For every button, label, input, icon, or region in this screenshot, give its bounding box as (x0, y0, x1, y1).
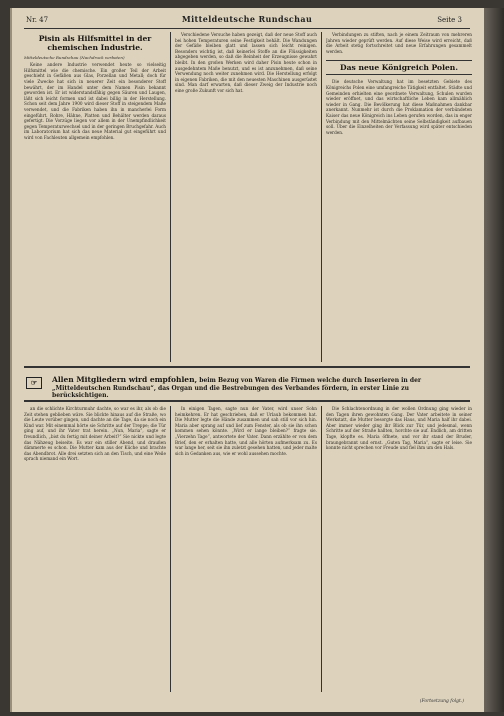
story-text-3: Die Schlachtenordnung in der wollen Ordnung ging wieder in den Tagen ihren gewohnten Gang. Der Vater arbeitete in seiner Werkstatt, die Mutter besorgte das Haus, und Maria half ihr dabei. Aber immer wieder ging ihr Blick zur Tür, und jedesmal, wenn Schritte auf der Straße hallten, horchte sie auf. Endlich, am dritten Tage, klopfte es. Maria öffnete, und vor ihr stand der Bruder, braungebrannt und ernst. „Guten Tag, Maria“, sagte er leise. Sie konnte nicht sprechen vor Freude und fiel ihm um den Hals. (326, 406, 472, 451)
article-pisin (24, 32, 166, 362)
section-rule (24, 366, 470, 368)
member-notice-lead: Allen Mitgliedern wird empfohlen, (52, 375, 198, 384)
column-divider (321, 32, 322, 362)
story-column-1 (24, 406, 166, 692)
article-pisin-subtitle: Mitteldeutsche Rundschau (Nachdruck verboten) (24, 55, 125, 60)
article-polen-title: Das neue Königreich Polen. (326, 60, 472, 75)
story-text-2: In einigen Tagen, sagte nun der Vater, wird unser Sohn heimkehren. Er hat geschrieben, daß er Urlaub bekommen hat. Die Mutter legte die Hände zusammen und sah still vor sich hin. Maria aber sprang auf und lief zum Fenster, als ob sie ihn schon kommen sehen könnte. „Wird er lange bleiben?“ fragte sie. „Vierzehn Tage“, antwortete der Vater. Dann erzählte er von dem Brief, den er erhalten hatte, und alle hörten aufmerksam zu. Es war lange her, seit sie ihn zuletzt gesehen hatten, und jeder malte sich in Gedanken aus, wie er wohl aussehen mochte. (175, 406, 317, 456)
article-polen (326, 32, 472, 362)
member-notice-text: beim Bezug von Waren die Firmen welche durch Inserieren in der „Mitteldeutschen Rundschau“, das Organ und die Bestrebungen des Verbandes fördern, in erster Linie zu berücksichtigen. (52, 377, 422, 399)
story-text-1: an die schlichte Kirchturmuhr dachte, so war es ihr, als ob die Zeit stehen geblieben wäre. Sie blickte hinaus auf die Straße, wo die Leute vorüber gingen, und dachte an die Tage, da sie noch ein Kind war. Mit einemmal hörte sie Schritte auf der Treppe; die Tür ging auf, und ihr Vater trat herein. „Nun, Maria“, sagte er freundlich, „bist du fertig mit deiner Arbeit?“ Sie nickte und legte das Nähzeug beiseite. Es war ein stiller Abend, und draußen dämmerte es schon. Die Mutter kam aus der Küche und brachte das Abendbrot. Alle drei setzten sich an den Tisch, und eine Weile sprach niemand ein Wort. (24, 406, 166, 462)
story-column-3 (326, 406, 472, 692)
pointing-hand-icon: ☞ (26, 377, 42, 389)
column-divider (170, 32, 171, 362)
masthead-title: Mitteldeutsche Rundschau (181, 14, 313, 24)
article-polen-text: Die deutsche Verwaltung hat im besetzten Gebiete des Königreichs Polen eine umfangreiche Tätigkeit entfaltet. Städte und Gemeinden erhielten eine geordnete Verwaltung, Schulen wurden wieder eröffnet, und das wirtschaftliche Leben kam allmählich wieder in Gang. Die Bevölkerung hat diese Maßnahmen dankbar anerkannt. Nunmehr ist durch die Proklamation der verbündeten Kaiser das neue Königreich ins Leben gerufen worden, das in enger Verbindung mit den Mittelmächten seine Selbständigkeit aufbauen soll. Über die Einzelheiten der Verfassung wird später entschieden werden. (326, 79, 472, 135)
column-divider (321, 406, 322, 692)
newspaper-page (10, 8, 484, 712)
article-polen-intro: Verbindungen zu stiften, nach je einem Zeitraum von mehreren Jahren wieder geprüft werden. Auf diese Weise wird erreicht, daß die Arbeit stetig fortschreitet und neue Erfahrungen gesammelt werden. (326, 32, 472, 54)
page-edge (484, 8, 504, 712)
header-rule (24, 28, 470, 29)
story-column-2 (175, 406, 317, 692)
member-notice-banner (30, 375, 452, 399)
section-rule (24, 400, 470, 402)
article-pisin-text: Keine andere Industrie verwendet heute so vielseitig Hilfsmittel wie die chemische. Ein großer Teil der Arbeit geschieht in Gefäßen aus Glas, Porzellan und Metall; doch für viele Zwecke hat sich in neuerer Zeit ein besonderer Stoff bewährt, der im Handel unter dem Namen Pisin bekannt geworden ist. Er ist widerstandsfähig gegen Säuren und Laugen, läßt sich leicht formen und ist dabei billig in der Herstellung. Schon seit dem Jahre 1900 wird dieser Stoff in steigendem Maße verwendet, und die Fabriken haben ihn in mancherlei Form eingeführt. Rohre, Hähne, Platten und Behälter werden daraus gefertigt. Die Vorzüge liegen vor allem in der Unempfindlichkeit gegen Temperaturwechsel und in der geringen Bruchgefahr. Auch im Laboratorium hat sich das neue Material gut eingeführt und wird von Fachleuten allgemein empfohlen. (24, 62, 166, 140)
article-continued (175, 32, 317, 362)
page-label: Seite 3 (437, 16, 462, 24)
column-divider (170, 406, 171, 692)
page-number: Nr. 47 (26, 16, 49, 24)
page-header (10, 12, 484, 28)
article-pisin-title: Pisin als Hilfsmittel in der chemischen Industrie. (38, 34, 152, 52)
article-continued-text: Verschiedene Versuche haben gezeigt, daß der neue Stoff auch bei hohen Temperaturen seine Festigkeit behält. Die Wandungen der Gefäße bleiben glatt und lassen sich leicht reinigen. Besonders wichtig ist, daß keinerlei Stoffe an die Flüssigkeiten abgegeben werden, so daß die Reinheit der Erzeugnisse gewahrt bleibt. In den großen Werken wird daher Pisin heute schon in ausgedehntem Maße benutzt, und es ist anzunehmen, daß seine Verwendung noch weiter zunehmen wird. Die Herstellung erfolgt in eigenen Fabriken, die mit den neuesten Maschinen ausgerüstet sind. Man darf erwarten, daß dieser Zweig der Industrie noch eine große Zukunft vor sich hat. (175, 32, 317, 93)
continuation-note: (Fortsetzung folgt.) (419, 699, 464, 704)
